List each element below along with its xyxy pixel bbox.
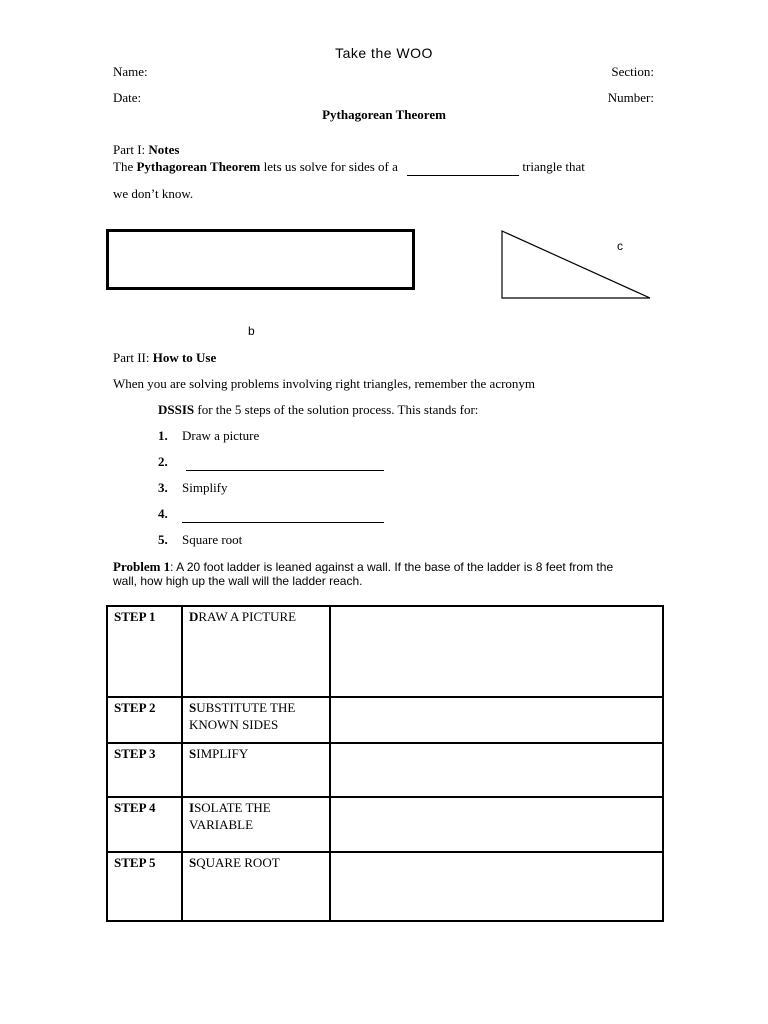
formula-box[interactable] [106,229,415,290]
part2-heading [113,350,216,366]
theorem-name: Pythagorean Theorem [136,159,261,174]
step-label: STEP 4 [107,797,182,852]
acronym: DSSIS [158,402,195,417]
table-row [107,606,663,697]
step-list-item-5 [158,532,242,548]
worksheet-title: Pythagorean Theorem [322,107,446,122]
step-description [182,697,330,743]
step-text: Simplify [182,480,228,495]
step-text: Square root [182,532,243,547]
step-number: 2. [158,454,168,469]
part1-line1 [113,159,585,176]
step-label: STEP 1 [107,606,182,697]
part2-prefix: Part II: [113,350,153,365]
table-row [107,797,663,852]
step-work-area[interactable] [330,697,663,743]
step-description [182,743,330,797]
step-work-area[interactable] [330,852,663,921]
step-list-item-1 [158,428,259,444]
step-work-area[interactable] [330,797,663,852]
date-label: Date: [113,90,142,105]
part1-title: Notes [148,142,180,157]
hypotenuse-label-c: c [617,239,623,253]
step-initial: D [189,609,199,624]
step-description [182,606,330,697]
section-label: Section: [611,64,654,79]
top-title: Take the WOO [335,45,433,61]
part1-text-b: lets us solve for sides of a [260,159,402,174]
number-label: Number: [607,90,654,105]
step-initial: S [189,855,197,870]
step-rest: RAW A PICTURE [198,609,297,624]
step-initial: I [189,800,195,815]
table-row [107,852,663,921]
acronym-line [158,402,478,418]
step-list-item-2 [158,454,384,471]
step-label: STEP 5 [107,852,182,921]
acronym-description: for the 5 steps of the solution process. This stands for: [194,402,479,417]
part2-title: How to Use [152,350,217,365]
part1-text-a: The [113,159,137,174]
step-rest: UBSTITUTE THE KNOWN SIDES [189,700,296,732]
step-4-blank[interactable] [182,506,384,523]
table-row [107,743,663,797]
part2-intro: When you are solving problems involving right triangles, remember the acronym [113,376,536,391]
step-rest: SOLATE THE VARIABLE [189,800,271,832]
triangle-shape [502,231,650,298]
step-description [182,797,330,852]
step-work-area[interactable] [330,606,663,697]
part1-prefix: Part I: [113,142,149,157]
step-work-area[interactable] [330,743,663,797]
table-row [107,697,663,743]
part1-heading [113,142,179,158]
step-number: 1. [158,428,168,443]
name-label: Name: [113,64,148,79]
steps-table [106,605,664,922]
step-2-blank[interactable] [186,454,384,471]
step-list-item-3 [158,480,228,496]
step-initial: S [189,700,197,715]
step-text: Draw a picture [182,428,260,443]
step-initial: S [189,746,197,761]
step-rest: IMPLIFY [196,746,249,761]
step-list-item-4 [158,506,384,523]
step-label: STEP 2 [107,697,182,743]
problem-line1 [113,559,613,575]
right-triangle-diagram [495,225,660,305]
part1-line2: we don’t know. [113,186,194,201]
step-number: 4. [158,506,168,521]
problem-label: Problem 1 [113,559,171,574]
side-label-b: b [248,324,255,338]
step-description [182,852,330,921]
part1-text-c: triangle that [519,159,585,174]
problem-line2: wall, how high up the wall will the ladder reach. [113,574,363,588]
problem-text-1: : A 20 foot ladder is leaned against a wall. If the base of the ladder is 8 feet from the [170,560,614,574]
step-rest: QUARE ROOT [196,855,280,870]
step-number: 3. [158,480,168,495]
step-label: STEP 3 [107,743,182,797]
step-number: 5. [158,532,168,547]
triangle-type-blank[interactable] [407,159,519,176]
